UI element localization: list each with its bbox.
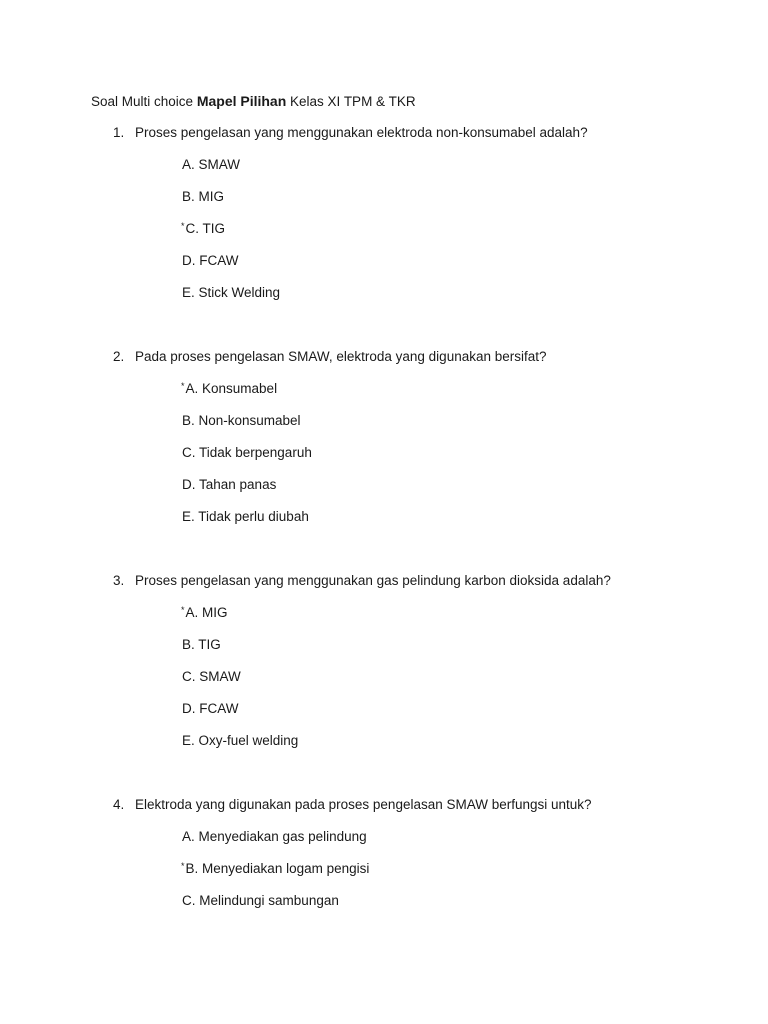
title-prefix: Soal Multi choice <box>91 94 197 109</box>
document-title <box>91 93 416 109</box>
question-4 <box>113 797 592 812</box>
option-label: E. Tidak perlu diubah <box>182 509 309 524</box>
option-3c <box>181 669 241 684</box>
answer-marker: * <box>181 861 185 871</box>
option-label: C. Tidak berpengaruh <box>182 445 312 460</box>
title-suffix: Kelas XI TPM & TKR <box>286 94 416 109</box>
option-label: C. Melindungi sambungan <box>182 893 339 908</box>
question-2 <box>113 349 547 364</box>
option-3a <box>181 605 228 620</box>
title-subject: Mapel Pilihan <box>196 93 287 109</box>
question-number: 1. <box>113 125 125 140</box>
question-number: 2. <box>113 349 125 364</box>
question-number: 4. <box>113 797 125 812</box>
option-3d <box>181 701 239 716</box>
option-3e <box>181 733 298 748</box>
option-1a <box>181 157 240 172</box>
option-label: B. Non-konsumabel <box>182 413 301 428</box>
option-2d <box>181 477 276 492</box>
answer-marker: * <box>181 605 185 615</box>
question-text: Proses pengelasan yang menggunakan elektroda non-konsumabel adalah? <box>135 125 588 140</box>
option-1d <box>181 253 239 268</box>
option-label: E. Stick Welding <box>182 285 281 300</box>
option-label: D. FCAW <box>182 701 239 716</box>
question-number: 3. <box>113 573 125 588</box>
option-label: A. SMAW <box>182 157 241 172</box>
option-1c <box>181 221 225 236</box>
option-2c <box>181 445 312 460</box>
answer-marker: * <box>181 221 185 231</box>
option-label: E. Oxy-fuel welding <box>182 733 299 748</box>
option-1b <box>181 189 224 204</box>
option-label: B. TIG <box>182 637 221 652</box>
option-label: B. MIG <box>182 189 225 204</box>
option-1e <box>181 285 280 300</box>
option-label: B. Menyediakan logam pengisi <box>185 861 370 876</box>
option-2a <box>181 381 277 396</box>
option-label: C. SMAW <box>182 669 241 684</box>
question-text: Pada proses pengelasan SMAW, elektroda yang digunakan bersifat? <box>135 349 547 364</box>
option-label: A. Menyediakan gas pelindung <box>182 829 367 844</box>
question-text: Proses pengelasan yang menggunakan gas pelindung karbon dioksida adalah? <box>135 573 611 588</box>
question-1 <box>113 125 588 140</box>
option-2e <box>181 509 309 524</box>
question-text: Elektroda yang digunakan pada proses pengelasan SMAW berfungsi untuk? <box>135 797 592 812</box>
option-label: D. FCAW <box>182 253 239 268</box>
option-4c <box>181 893 339 908</box>
option-label: A. Konsumabel <box>185 381 278 396</box>
option-label: A. MIG <box>185 605 228 620</box>
option-label: C. TIG <box>185 221 226 236</box>
question-3 <box>113 573 611 588</box>
option-2b <box>181 413 301 428</box>
option-3b <box>181 637 221 652</box>
option-4b <box>181 861 369 876</box>
option-label: D. Tahan panas <box>182 477 277 492</box>
answer-marker: * <box>181 381 185 391</box>
option-4a <box>181 829 367 844</box>
